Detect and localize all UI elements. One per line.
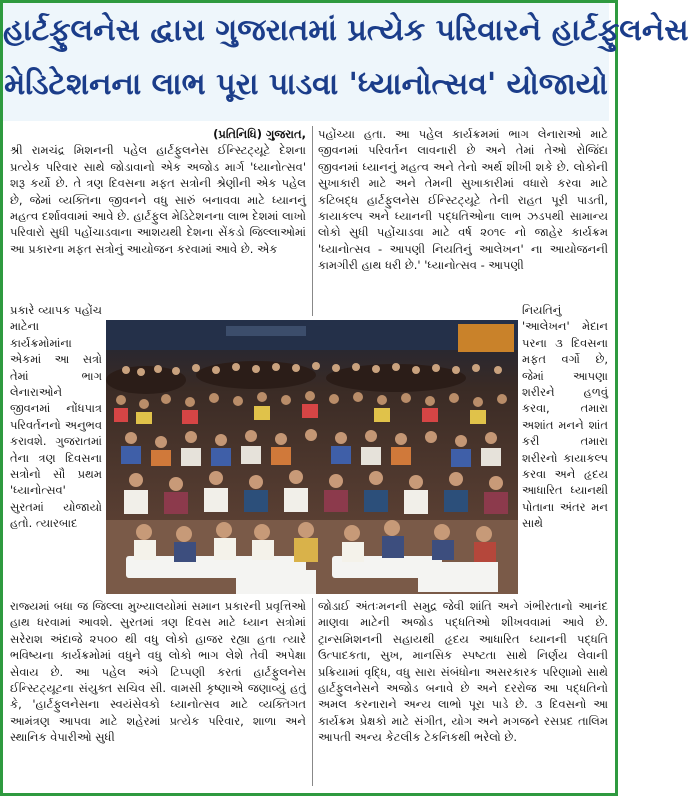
paragraph-left-bottom: રાજ્યમાં બધા જ જિલ્લા મુખ્યાલયોમાં સમાન પ્રકારની પ્રવૃત્તિઓ હાથ ધરવામાં આવશે. સુરતમાં ત્રણ દિવસ માટે ધ્યાન સત્રોમાં સરેરાશ અંદાજે ૨૫૦૦ થી વધુ લોકો હાજર રહ્યા હતા ત્યારે ભવિષ્યના કાર્યક્રમોમાં વધુને વધુ લોકો ભાગ લેશે તેવી અપેક્ષા સેવાય છે. આ પહેલ અંગે ટિપ્પણી કરતાં હાર્ટફુલનેસ ઈન્સ્ટિટ્યૂટના સંયુક્ત સચિવ સી. વામસી કૃષ્ણાએ જણાવ્યું હતું કે, 'હાર્ટફુલનેસના સ્વયંસેવકો ધ્યાનોત્સવ માટે વ્યક્તિગત આમંત્રણ આપવા માટે શહેરમાં પ્રત્યેક પરિવાર, શાળા અને સ્થાનિક વેપારીઓ સુધી xyxy=(10,599,306,745)
article-column-left-bottom xyxy=(10,598,306,786)
article-column-left-top xyxy=(10,126,306,302)
article-column-right-narrow xyxy=(522,302,608,594)
column-divider-bottom xyxy=(312,598,313,786)
headline-line-2: મેડિટેશનના લાભ પૂરા પાડવા 'ધ્યાનોત્સવ' યોજાયો xyxy=(4,67,608,102)
article-column-left-narrow xyxy=(10,302,102,594)
paragraph-left-narrow: પ્રકારે વ્યાપક પહોંચ માટેના કાર્યક્રમોમાંના એકમાં આ સત્રો તેમાં ભાગ લેનારાઓને જીવનમાં નોંધપાત્ર પરિવર્તનનો અનુભવ કરાવશે. ગુજરાતમાં તેના ત્રણ દિવસના સત્રોનો સૌ પ્રથમ 'ધ્યાનોત્સવ' સુરતમાં યોજાયો હતો. ત્યારબાદ xyxy=(10,303,102,531)
headline-band xyxy=(3,3,689,121)
paragraph-right-narrow: નિયતિનું 'આલેખન' મેદાન પરના ૩ દિવસના મફત વર્ગો છે, જેમાં આપણા શરીરને હળવું કરવા, તમારા અશાંત મનને શાંત કરી તમારા શરીરનો કાયાકલ્પ કરવા અને હૃદય આધારિત ધ્યાનથી પોતાના અંતર મન સાથે xyxy=(522,303,608,531)
article-column-right-bottom xyxy=(318,598,608,786)
audience-photo xyxy=(106,320,518,594)
byline: (પ્રતિનિધિ) ગુજરાત, xyxy=(213,127,306,141)
column-divider-top xyxy=(312,126,313,316)
paragraph-intro: શ્રી રામચંદ્ર મિશનની પહેલ હાર્ટફુલનેસ ઈન્સ્ટિટ્યૂટે દેશના પ્રત્યેક પરિવાર સાથે જોડાવાનો એક અજોડ માર્ગ 'ધ્યાનોત્સવ' શરૂ કર્યો છે. તે ત્રણ દિવસના મફત સત્રોની શ્રેણીની એક પહેલ છે, જેમાં વ્યક્તિના જીવનને વધુ સારું બનાવવા માટે ધ્યાનનું મહત્વ દર્શાવવામાં આવે છે. હાર્ટફુલ મેડિટેશનના લાભ દેશમાં લાખો પરિવારો સુધી પહોંચાડવાના આશયથી દેશના સેંકડો જિલ્લાઓમાં આ પ્રકારના મફત સત્રોનું આયોજન કરવામાં આવે છે. એક xyxy=(10,143,306,256)
paragraph-right-bottom: જોડાઈ અંતઃમનની સમુદ્ર જેવી શાંતિ અને ગંભીરતાનો આનંદ માણવા માટેની અજોડ પદ્ધતિઓ શીખવવામાં આવે છે. ટ્રાન્સમિશનની સહાયથી હૃદય આધારિત ધ્યાનની પદ્ધતિ ઉત્પાદકતા, સુખ, માનસિક સ્પષ્ટતા સાથે નિર્ણય લેવાની પ્રક્રિયામાં વૃદ્ધિ, વધુ સારા સંબંધોના અસરકારક પરિણામો સાથે હાર્ટફુલનેસને અજોડ બનાવે છે અને દરરોજ આ પદ્ધતિનો અમલ કરનારાને અન્ય લાભો પૂરા પાડે છે. ૩ દિવસનો આ કાર્યક્રમ પ્રેક્ષકો માટે સંગીત, યોગ અને મગજને રસપ્રદ તાલિમ આપતી અન્ય કેટલીક ટેકનિકથી ભરેલો છે. xyxy=(318,599,608,745)
paragraph-right-top: પહોંચ્યા હતા. આ પહેલ કાર્યક્રમમાં ભાગ લેનારાઓ માટે જીવનમાં પરિવર્તન લાવનારી છે અને તેમાં તેઓ રોજિંદા જીવનમાં ધ્યાનનું મહત્વ અને તેનો અર્થ શીખી શકે છે. લોકોની સુખાકારી માટે અને તેમની સુખાકારીમાં વધારો કરવા માટે કટિબદ્ધ હાર્ટફુલનેસ ઈન્સ્ટિટ્યૂટે તેની રાહત પૂરી પાડતી, કાયાકલ્પ અને ધ્યાનની પદ્ધતિઓના લાભ ઝડપથી સામાન્ય લોકો સુધી પહોંચાડવા માટે વર્ષ ૨૦૧૯ નો જાહેર કાર્યક્રમ 'ધ્યાનોત્સવ - આપણી નિયતિનું આલેખન' ના આયોજનની કામગીરી હાથ ધરી છે.' 'ધ્યાનોત્સવ - આપણી xyxy=(318,127,608,273)
audience-photo-image xyxy=(106,320,518,594)
article-column-right-top xyxy=(318,126,608,302)
headline-line-1: હાર્ટફુલનેસ દ્વારા ગુજરાતમાં પ્રત્યેક પરિવારને હાર્ટફુલનેસ xyxy=(3,13,689,48)
